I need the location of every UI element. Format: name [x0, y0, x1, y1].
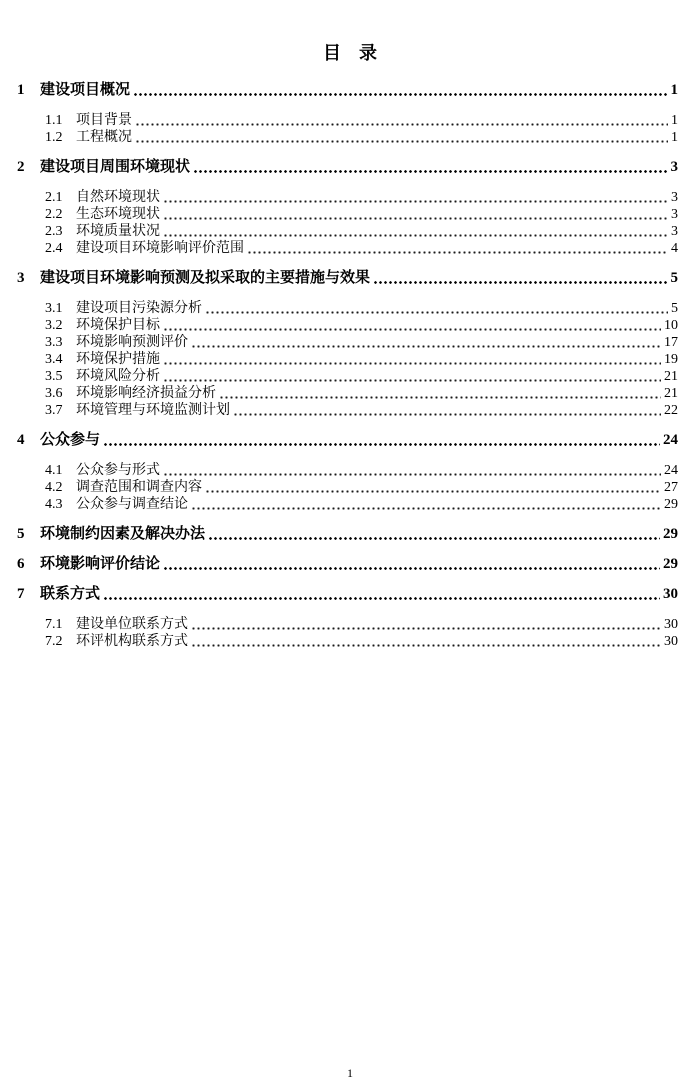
toc-dot-leader [163, 379, 661, 382]
toc-entry-page: 10 [664, 318, 678, 333]
toc-entry-title: 建设项目环境影响预测及拟采取的主要措施与效果 [40, 270, 371, 286]
toc-entry-3-3[interactable] [17, 334, 678, 351]
toc-entry-page: 19 [664, 352, 678, 367]
toc-entry-page: 30 [663, 586, 678, 602]
toc-entry-number: 6 [17, 556, 25, 572]
toc-entry-number: 2.4 [45, 241, 63, 256]
toc-entry-number: 1 [17, 82, 25, 98]
toc-entry-2-4[interactable] [17, 240, 678, 257]
toc-entry-page: 1 [670, 82, 678, 98]
toc-entry-number: 2.2 [45, 207, 63, 222]
toc-entry-number: 2.1 [45, 190, 63, 205]
toc-dot-leader [163, 362, 661, 365]
toc-entry-number: 4.3 [45, 497, 63, 512]
toc-entry-page: 3 [670, 159, 678, 175]
toc-entry-number: 3.6 [45, 386, 63, 401]
toc-dot-leader [233, 413, 661, 416]
toc-entry-title: 工程概况 [76, 130, 132, 145]
toc-dot-leader [133, 93, 667, 96]
toc-entry-number: 7.1 [45, 617, 63, 632]
toc-entry-title: 调查范围和调查内容 [76, 480, 202, 495]
toc-entry-title: 建设单位联系方式 [76, 617, 188, 632]
toc-entry-title: 公众参与形式 [76, 463, 160, 478]
toc-dot-leader [373, 281, 667, 284]
toc-dot-leader [163, 473, 661, 476]
toc-entry-4-1[interactable] [17, 462, 678, 479]
toc-entry-page: 1 [671, 113, 678, 128]
toc-entry-number: 4.1 [45, 463, 63, 478]
toc-entry-title: 环境制约因素及解决办法 [40, 526, 206, 542]
toc-entry-title: 联系方式 [40, 586, 101, 602]
toc-entry-2-3[interactable] [17, 223, 678, 240]
toc-entry-3-1[interactable] [17, 300, 678, 317]
toc-entry-page: 3 [671, 224, 678, 239]
toc-entry-title: 建设项目污染源分析 [76, 301, 202, 316]
toc-dot-leader [163, 567, 660, 570]
toc-entry-title: 公众参与调查结论 [76, 497, 188, 512]
page-title: 目 录 [323, 43, 377, 63]
toc-entry-number: 3.1 [45, 301, 63, 316]
toc-entry-title: 环评机构联系方式 [76, 634, 188, 649]
toc-dot-leader [205, 490, 661, 493]
toc-entry-page: 3 [671, 207, 678, 222]
toc-entry-1-2[interactable] [17, 129, 678, 146]
toc-entry-number: 2 [17, 159, 25, 175]
toc-entry-3-7[interactable] [17, 402, 678, 419]
toc-entry-number: 1.2 [45, 130, 63, 145]
toc-entry-title: 项目背景 [76, 113, 132, 128]
toc-dot-leader [193, 170, 667, 173]
toc-entry-title: 建设项目环境影响评价范围 [76, 241, 244, 256]
toc-entry-page: 21 [664, 369, 678, 384]
toc-entry-title: 自然环境现状 [76, 190, 160, 205]
footer-page-number: 1 [347, 1066, 353, 1080]
toc-entry-number: 1.1 [45, 113, 63, 128]
toc-dot-leader [191, 644, 661, 647]
toc-entry-number: 3.5 [45, 369, 63, 384]
toc-entry-number: 4 [17, 432, 25, 448]
toc-entry-3-5[interactable] [17, 368, 678, 385]
toc-entry-page: 30 [664, 617, 678, 632]
toc-dot-leader [135, 123, 668, 126]
toc-entry-title: 环境影响评价结论 [40, 556, 161, 572]
toc-entry-page: 4 [671, 241, 678, 256]
toc-entry-page: 29 [664, 497, 678, 512]
toc-dot-leader [247, 251, 668, 254]
toc-entry-number: 3 [17, 270, 25, 286]
toc-dot-leader [163, 200, 668, 203]
toc-entry-title: 环境管理与环境监测计划 [76, 403, 230, 418]
toc-dot-leader [191, 627, 661, 630]
toc-entry-7[interactable] [17, 586, 678, 603]
toc-entry-number: 5 [17, 526, 25, 542]
toc-dot-leader [163, 328, 661, 331]
toc-dot-leader [208, 537, 660, 540]
toc-dot-leader [191, 345, 661, 348]
toc-entry-page: 30 [664, 634, 678, 649]
table-of-contents [17, 82, 678, 650]
toc-entry-number: 3.2 [45, 318, 63, 333]
toc-entry-2[interactable] [17, 159, 678, 176]
toc-entry-page: 27 [664, 480, 678, 495]
toc-entry-3[interactable] [17, 270, 678, 287]
toc-entry-number: 7.2 [45, 634, 63, 649]
toc-entry-page: 17 [664, 335, 678, 350]
toc-entry-2-1[interactable] [17, 189, 678, 206]
toc-dot-leader [205, 311, 668, 314]
toc-entry-title: 建设项目概况 [40, 82, 131, 98]
toc-entry-page: 5 [670, 270, 678, 286]
toc-entry-page: 29 [663, 556, 678, 572]
toc-entry-2-2[interactable] [17, 206, 678, 223]
toc-entry-title: 公众参与 [40, 432, 101, 448]
toc-entry-number: 4.2 [45, 480, 63, 495]
toc-entry-page: 29 [663, 526, 678, 542]
toc-entry-page: 1 [671, 130, 678, 145]
toc-entry-title: 环境质量状况 [76, 224, 160, 239]
toc-entry-title: 环境风险分析 [76, 369, 160, 384]
toc-entry-4[interactable] [17, 432, 678, 449]
toc-entry-page: 21 [664, 386, 678, 401]
toc-entry-page: 22 [664, 403, 678, 418]
toc-entry-number: 3.4 [45, 352, 63, 367]
toc-entry-number: 3.3 [45, 335, 63, 350]
toc-entry-title: 环境影响经济损益分析 [76, 386, 216, 401]
toc-entry-7-1[interactable] [17, 616, 678, 633]
toc-entry-4-3[interactable] [17, 496, 678, 513]
toc-dot-leader [163, 234, 668, 237]
toc-entry-title: 环境保护目标 [76, 318, 160, 333]
toc-entry-5[interactable] [17, 526, 678, 543]
toc-entry-page: 24 [663, 432, 678, 448]
toc-entry-title: 环境影响预测评价 [76, 335, 188, 350]
toc-dot-leader [103, 443, 660, 446]
toc-entry-7-2[interactable] [17, 633, 678, 650]
toc-entry-6[interactable] [17, 556, 678, 573]
toc-entry-3-6[interactable] [17, 385, 678, 402]
toc-entry-3-2[interactable] [17, 317, 678, 334]
toc-entry-title: 生态环境现状 [76, 207, 160, 222]
toc-entry-number: 3.7 [45, 403, 63, 418]
toc-entry-page: 3 [671, 190, 678, 205]
toc-entry-1[interactable] [17, 82, 678, 99]
toc-entry-4-2[interactable] [17, 479, 678, 496]
toc-dot-leader [191, 507, 661, 510]
toc-entry-page: 24 [664, 463, 678, 478]
toc-dot-leader [103, 597, 660, 600]
toc-dot-leader [219, 396, 661, 399]
toc-entry-3-4[interactable] [17, 351, 678, 368]
toc-entry-title: 环境保护措施 [76, 352, 160, 367]
toc-dot-leader [163, 217, 668, 220]
toc-entry-page: 5 [671, 301, 678, 316]
toc-entry-number: 7 [17, 586, 25, 602]
toc-entry-title: 建设项目周围环境现状 [40, 159, 191, 175]
toc-dot-leader [135, 140, 668, 143]
toc-entry-number: 2.3 [45, 224, 63, 239]
toc-entry-1-1[interactable] [17, 112, 678, 129]
